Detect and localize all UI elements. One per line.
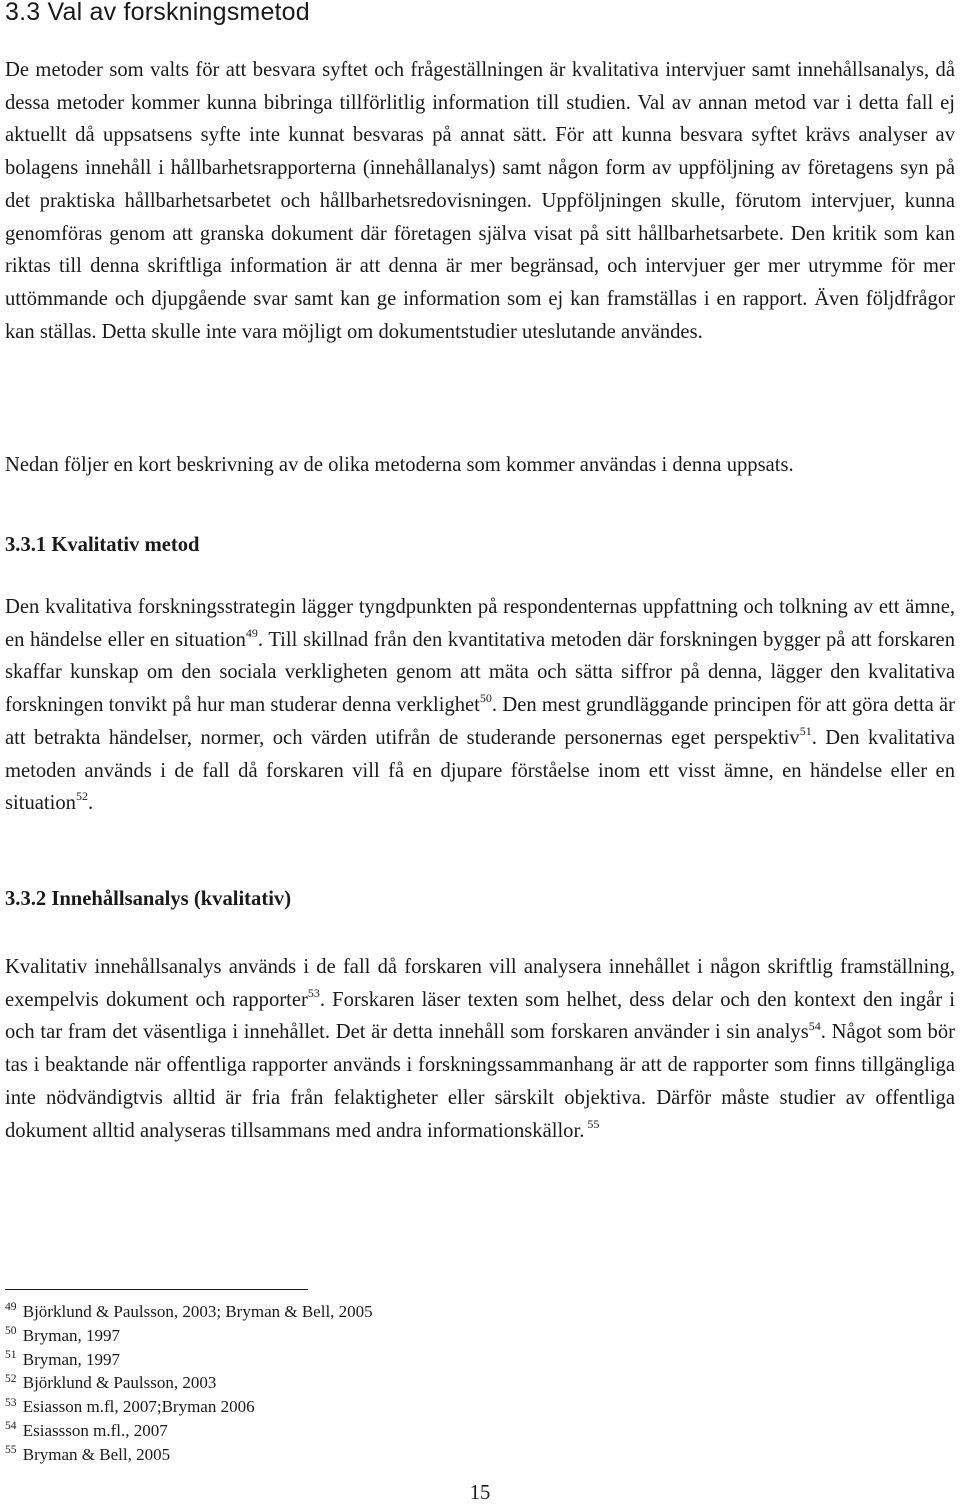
paragraph-kvalitativ-metod — [5, 591, 955, 820]
section-title: 3.3 Val av forskningsmetod — [5, 0, 310, 26]
footnote-ref: 49 — [245, 625, 258, 640]
text-run: Den kvalitativa forskningsstrategin lägger tyngdpunkten på respondenternas uppfattning och tolkning av ett ämne, en händelse eller en situation — [5, 596, 955, 651]
footnote-number: 53 — [5, 1396, 17, 1409]
footnote-ref: 53 — [307, 985, 320, 1000]
footnote-text: Esiassson m.fl., 2007 — [22, 1420, 168, 1440]
text-run: . — [87, 792, 94, 815]
footnote-text: Bryman, 1997 — [22, 1325, 121, 1345]
footnote-item — [5, 1300, 373, 1324]
footnote-item — [5, 1419, 373, 1443]
footnote-number: 51 — [5, 1348, 17, 1361]
footnote-item — [5, 1324, 373, 1348]
footnote-text: Esiasson m.fl, 2007;Bryman 2006 — [22, 1397, 255, 1417]
footnote-ref: 50 — [479, 691, 492, 706]
footnote-number: 49 — [5, 1301, 17, 1314]
subsection-title-innehallsanalys: 3.3.2 Innehållsanalys (kvalitativ) — [5, 888, 292, 910]
footnote-item — [5, 1371, 373, 1395]
footnote-text: Björklund & Paulsson, 2003 — [22, 1373, 217, 1393]
footnote-text: Bryman, 1997 — [22, 1349, 121, 1369]
paragraph-intro: De metoder som valts för att besvara syftet och frågeställningen är kvalitativa intervjuer samt innehållsanalys, då dessa metoder kommer kunna bibringa tillförlitlig information till studien. Val av annan metod var i detta fall ej aktuellt då uppsatsens syfte inte kunnat besvaras på annat sätt. För att kunna besvara syftet krävs analyser av bolagens innehåll i hållbarhetsrapporterna (innehållanalys) samt någon form av uppföljning av företagens syn på det praktiska hållbarhetsarbetet och hållbarhetsredovisningen. Uppföljningen skulle, förutom intervjuer, kunna genomföras genom att granska dokument där företagen själva visat på sitt hållbarhetsarbete. Den kritik som kan riktas till denna skriftliga information är att denna är mer begränsad, och intervjuer ger mer utrymme för mer uttömmande och djupgående svar samt kan ge information som ej kan framställas i en rapport. Även följdfrågor kan ställas. Detta skulle inte vara möjligt om dokumentstudier uteslutande användes. — [5, 59, 955, 343]
footnote-ref: 54 — [808, 1018, 821, 1033]
text-run: . Den mest grundläggande principen för att göra detta är att betrakta händelser, normer, och värden utifrån de studerande personernas eget perspektiv — [5, 694, 955, 749]
footnotes-list — [5, 1300, 373, 1467]
text-run: Kvalitativ innehållsanalys används i de fall då forskaren vill analysera innehållet i någon skriftlig framställning, exempelvis dokument och rapporter — [5, 956, 955, 1011]
paragraph-innehallsanalys — [5, 951, 955, 1147]
text-run: . Till skillnad från den kvantitativa metoden där forskningen bygger på att forskaren skaffar kunskap om den sociala verkligheten genom att mäta och sätta siffror på denna, lägger den kvalitativa forskningen tonvikt på hur man studerar denna verklighet — [5, 628, 955, 717]
footnote-item — [5, 1395, 373, 1419]
footnote-ref: 55 — [584, 1116, 600, 1131]
page-number: 15 — [469, 1482, 491, 1504]
footnote-text: Bryman & Bell, 2005 — [22, 1444, 171, 1464]
footnote-divider — [5, 1289, 308, 1290]
text-run: . Den kvalitativa metoden används i de fall då forskaren vill få en djupare förståelse inom ett visst ämne, en händelse eller en situation — [5, 726, 955, 815]
footnote-number: 55 — [5, 1444, 17, 1457]
footnote-ref: 51 — [799, 723, 812, 738]
footnote-text: Björklund & Paulsson, 2003; Bryman & Bell, 2005 — [22, 1302, 373, 1321]
subsection-title-kvalitativ-metod: 3.3.1 Kvalitativ metod — [5, 534, 200, 556]
text-run: . Något som bör tas i beaktande när offentliga rapporter används i forskningssammanhang är att de rapporter som finns tillgängliga inte nödvändigtvis alltid är fria från felaktigheter eller särskilt objektiva. Därför måste studier av offentliga dokument alltid analyseras tillsammans med andra informationskällor. — [5, 1021, 956, 1142]
paragraph-overview: Nedan följer en kort beskrivning av de olika metoderna som kommer användas i denna uppsats. — [5, 454, 794, 476]
footnote-ref: 52 — [75, 789, 88, 804]
footnote-number: 52 — [5, 1372, 17, 1385]
text-run: . Forskaren läser texten som helhet, dess delar och den kontext den ingår i och tar fram det väsentliga i innehållet. Det är detta innehåll som forskaren använder i sin analys — [5, 988, 955, 1044]
footnote-number: 50 — [5, 1325, 17, 1338]
footnote-number: 54 — [5, 1420, 17, 1433]
footnote-item — [5, 1443, 373, 1467]
footnote-item — [5, 1348, 373, 1372]
